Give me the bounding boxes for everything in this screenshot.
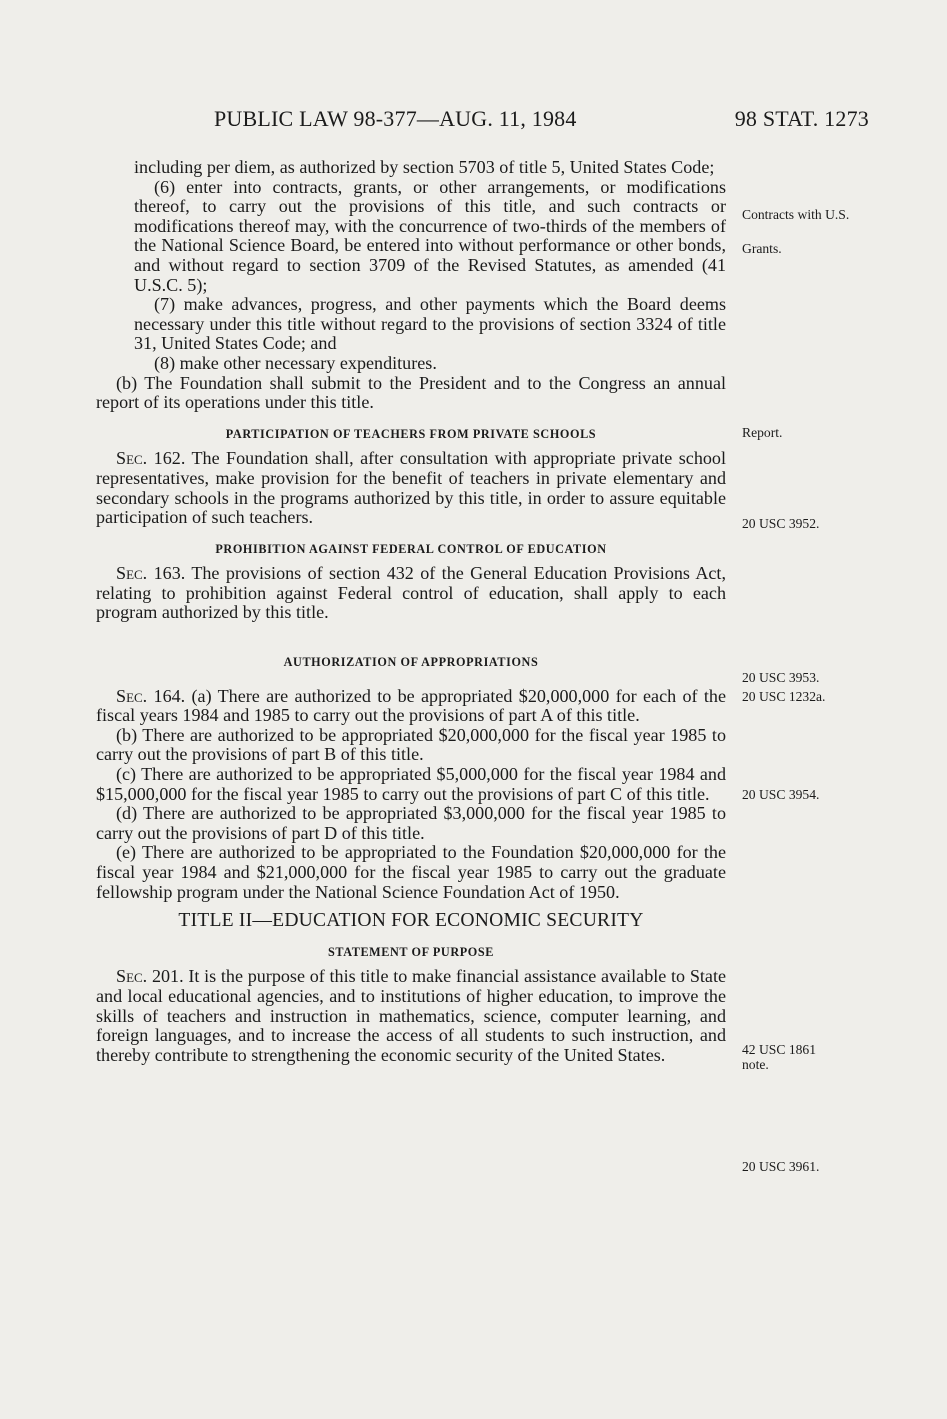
margin-note-grants: Grants. xyxy=(742,241,782,256)
section-164-c: (c) There are authorized to be appropriated $5,000,000 for the fiscal year 1984 and $15,000,000 for the fiscal year 1985 to carry out the provisions of part C of this title. xyxy=(96,764,726,804)
section-163-text: 163. The provisions of section 432 of the General Education Provisions Act, relating to prohibition against Federal control of education, shall apply to each program authorized by this title. xyxy=(96,563,726,623)
header-law-date: PUBLIC LAW 98-377—AUG. 11, 1984 xyxy=(214,106,577,131)
title-ii-heading: TITLE II—EDUCATION FOR ECONOMIC SECURITY xyxy=(178,910,644,932)
margin-note-usc-3953: 20 USC 3953. xyxy=(742,670,820,685)
header-stat-page: 98 STAT. 1273 xyxy=(734,106,869,131)
heading-sec-201: STATEMENT OF PURPOSE xyxy=(328,944,494,959)
sec-label: Sec. xyxy=(116,563,148,584)
section-164-b: (b) There are authorized to be appropriated $20,000,000 for the fiscal year 1985 to carry out the provisions of part B of this title. xyxy=(96,724,726,765)
section-164-d: (d) There are authorized to be appropriated $3,000,000 for the fiscal year 1985 to carry out the provisions of part D of this title. xyxy=(96,803,726,843)
paragraph-item-6: (6) enter into contracts, grants, or other arrangements, or modifications thereof, to carry out the provisions of this title, and such contracts or modifications thereof may, with the concurrence of two-thirds of the members of the National Science Board, be entered into without performance or other bonds, and without regard to section 3709 of the Revised Statutes, as amended (41 U.S.C. 5); xyxy=(134,176,726,295)
section-164-a xyxy=(96,687,726,726)
section-163 xyxy=(96,564,726,623)
margin-note-report: Report. xyxy=(742,425,783,440)
margin-note-usc-1232a: 20 USC 1232a. xyxy=(742,689,826,704)
body-text xyxy=(96,158,726,1065)
section-164-a-text: 164. (a) There are authorized to be appropriated $20,000,000 for each of the fiscal years 1984 and 1985 to carry out the provisions of part A of this title. xyxy=(96,685,726,726)
margin-note-usc-3952: 20 USC 3952. xyxy=(742,516,820,531)
sec-label: Sec. xyxy=(116,685,148,706)
section-201-text: 201. It is the purpose of this title to make financial assistance available to State and local educational agencies, and to institutions of higher education, to improve the skills of teachers and instruction in mathematics, science, computer learning, and foreign languages, and to increase the access of all students to such instruction, and thereby contribute to strengthening the economic security of the United States. xyxy=(96,966,726,1065)
section-201 xyxy=(96,967,726,1065)
section-164-e: (e) There are authorized to be appropriated to the Foundation $20,000,000 for the fiscal year 1984 and $21,000,000 for the fiscal year 1985 to carry out the graduate fellowship program under the National Science Foundation Act of 1950. xyxy=(96,842,726,902)
paragraph-item-7: (7) make advances, progress, and other payments which the Board deems necessary under this title without regard to the provisions of section 3324 of title 31, United States Code; and xyxy=(134,294,726,354)
heading-sec-163: PROHIBITION AGAINST FEDERAL CONTROL OF EDUCATION xyxy=(215,541,607,556)
paragraph-per-diem: including per diem, as authorized by section 5703 of title 5, United States Code; xyxy=(134,157,715,177)
paragraph-b-report: (b) The Foundation shall submit to the President and to the Congress an annual report of its operations under this title. xyxy=(96,372,726,413)
sec-label: Sec. xyxy=(116,448,148,469)
section-162 xyxy=(96,449,726,527)
section-162-text: 162. The Foundation shall, after consultation with appropriate private school representatives, make provision for the benefit of teachers in private elementary and secondary schools in the programs authorized by this title, in order to assure equitable participation of such teachers. xyxy=(96,448,726,528)
heading-sec-162: PARTICIPATION OF TEACHERS FROM PRIVATE SCHOOLS xyxy=(225,426,597,441)
margin-note-usc-3954: 20 USC 3954. xyxy=(742,787,820,802)
margin-note-contracts: Contracts with U.S. xyxy=(742,207,850,222)
margin-note-usc-3961: 20 USC 3961. xyxy=(742,1159,820,1174)
sec-label: Sec. xyxy=(116,966,148,987)
margin-note-usc-1861: 42 USC 1861 note. xyxy=(742,1042,817,1072)
paragraph-item-8: (8) make other necessary expenditures. xyxy=(154,352,437,373)
heading-sec-164: AUTHORIZATION OF APPROPRIATIONS xyxy=(283,655,539,670)
